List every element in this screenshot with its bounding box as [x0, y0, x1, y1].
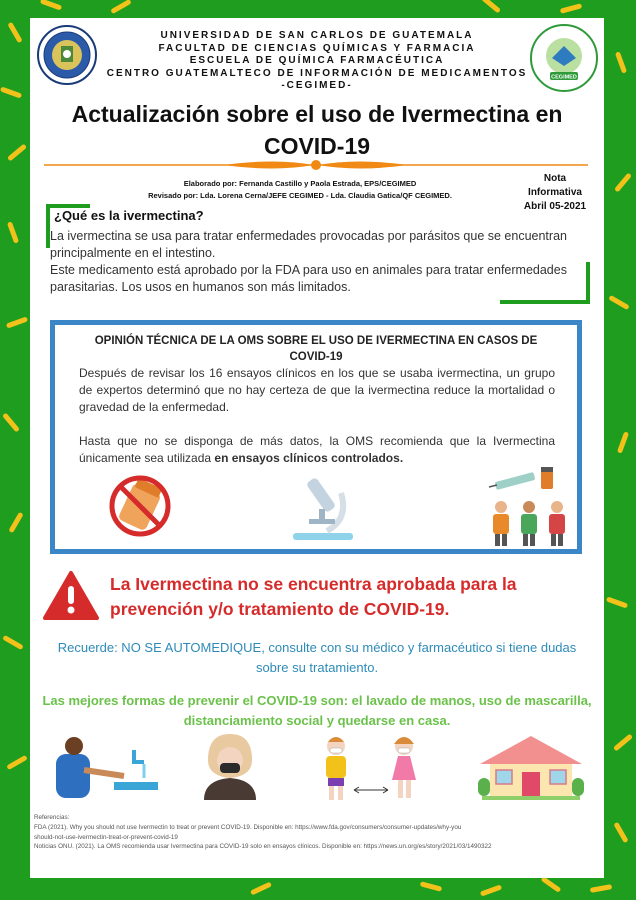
credits — [90, 178, 510, 202]
warning-text: La Ivermectina no se encuentra aprobada para la prevención y/o tratamiento de COVID-19. — [110, 574, 517, 619]
reference-1-cont: should-not-use-ivermectin-treat-or-prevent-covid-19 — [34, 833, 178, 841]
oms-text — [79, 365, 555, 467]
social-distance-icon — [316, 730, 426, 804]
reference-2: Noticias ONU. (2021). La OMS recomienda usar Ivermectina para COVID-19 solo en ensayos clínicos. Disponible en: https://news.un.org/es/story/2021/03/1490322 — [34, 843, 492, 851]
section-heading-que-es: ¿Qué es la ivermectina? — [54, 208, 204, 223]
title-divider — [44, 156, 588, 174]
credits-revisado: Revisado por: Lda. Lorena Cerna/JEFE CEGIMED - Lda. Claudia Gatica/QF CEGIMED. — [148, 191, 452, 200]
title-line-1: Actualización sobre el uso de Ivermectina en — [71, 101, 563, 127]
header-line-1: UNIVERSIDAD DE SAN CARLOS DE GUATEMALA — [160, 30, 474, 41]
nota-informativa — [516, 172, 594, 214]
credits-elaborado: Elaborado por: Fernanda Castillo y Paola Estrada, EPS/CEGIMED — [183, 179, 417, 188]
oms-paragraph-2-start: Hasta que no se disponga de más datos, la OMS recomienda que la Ivermectina únicamente sea utilizada — [79, 434, 555, 465]
house-icon — [476, 734, 586, 800]
nota-line-2: Informativa — [528, 187, 582, 198]
vaccine-people-icon — [485, 465, 573, 549]
reference-1: FDA (2021). Why you should not use Ivermectin to treat or prevent COVID-19. Disponible en: https://www.fda.gov/consumers/consumer-updates/why-you — [34, 823, 462, 831]
mask-woman-icon — [198, 730, 262, 800]
references — [34, 813, 600, 852]
oms-paragraph-2 — [79, 433, 555, 467]
infographic-sheet — [30, 18, 604, 878]
references-heading: Referencias: — [34, 814, 70, 821]
header-line-2: FACULTAD DE CIENCIAS QUÍMICAS Y FARMACIA — [158, 42, 476, 54]
oms-paragraph-2-bold: en ensayos clínicos controlados. — [214, 451, 404, 465]
oms-title: OPINIÓN TÉCNICA DE LA OMS SOBRE EL USO DE IVERMECTINA EN CASOS DE COVID-19 — [94, 335, 538, 363]
que-es-text — [50, 228, 570, 296]
oms-opinion-box — [50, 320, 582, 554]
que-es-paragraph-2: Este medicamento está aprobado por la FDA para uso en animales para tratar enfermedades parasitarias. Los usos en humanos son más limitados. — [50, 263, 567, 294]
cegimed-logo-text: CEGIMED — [551, 74, 577, 81]
header-line-4: CENTRO GUATEMALTECO DE INFORMACIÓN DE MEDICAMENTOS — [106, 67, 528, 79]
no-pills-icon — [107, 473, 173, 539]
prevention-text: Las mejores formas de prevenir el COVID-19 son: el lavado de manos, uso de mascarilla, distanciamiento social y quedarse en casa. — [42, 693, 592, 728]
handwashing-icon — [54, 736, 158, 798]
page-title — [30, 98, 604, 162]
recuerde-text: Recuerde: NO SE AUTOMEDIQUE, consulte con su médico y farmacéutico si tiene dudas sobre su tratamiento. — [57, 640, 577, 675]
oms-paragraph-1: Después de revisar los 16 ensayos clínicos en los que se usaba ivermectina, un grupo de expertos determinó que no hay certeza de que la ivermectina reduce la mortalidad o gravedad de la enfermedad. — [79, 366, 555, 414]
header-line-5: -CEGIMED- — [281, 80, 353, 91]
nota-line-1: Nota — [543, 173, 567, 184]
microscope-icon — [287, 469, 367, 545]
warning-icon — [42, 570, 100, 622]
institution-header — [30, 30, 604, 93]
que-es-paragraph-1: La ivermectina se usa para tratar enfermedades provocadas por parásitos que se encuentran principalmente en el intestino. — [50, 229, 567, 260]
nota-date: Abril 05-2021 — [523, 201, 587, 212]
header-line-3: ESCUELA DE QUÍMICA FARMACÉUTICA — [189, 55, 445, 66]
title-line-2: COVID-19 — [263, 133, 371, 159]
